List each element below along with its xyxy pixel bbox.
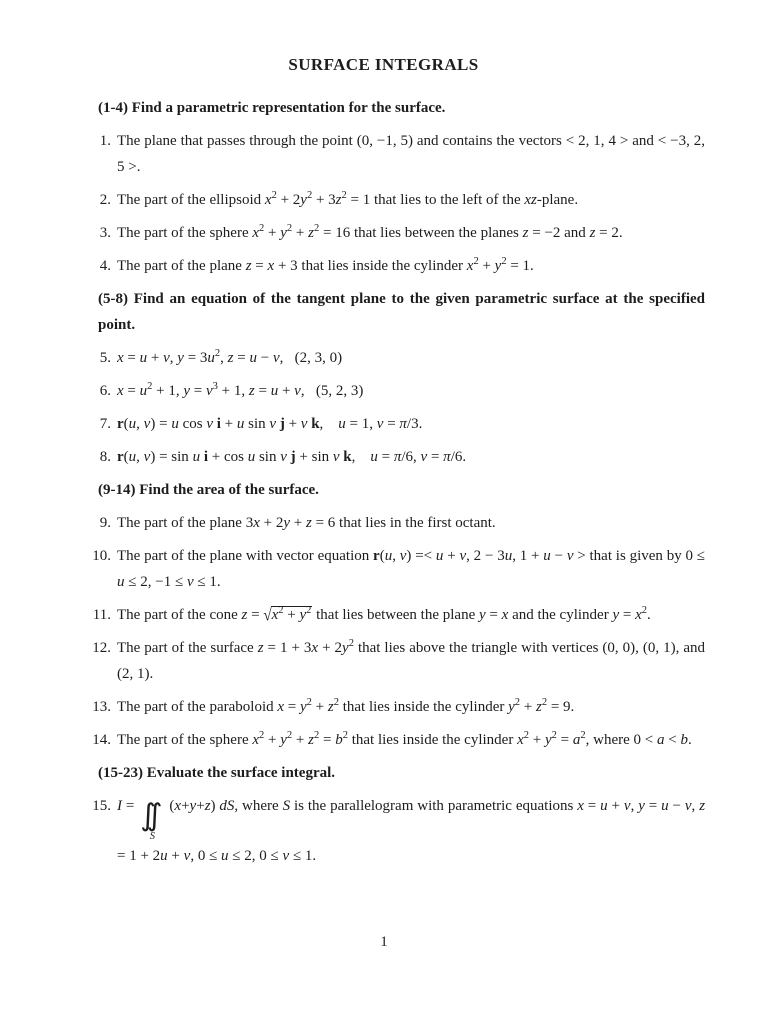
section-15-23-evaluate-integral	[62, 760, 705, 869]
problem-text: The plane that passes through the point (0, −1, 5) and contains the vectors < 2, 1, 4 > and < −3, 2, 5 >.	[117, 133, 705, 175]
problem-item-12	[62, 635, 705, 687]
problem-number: 11.	[92, 607, 111, 623]
problem-text: The part of the surface $z = 1 + 3x + 2y^2$ that lies above the triangle with vertices (0, 0), (0, 1), and (2, 1).	[117, 638, 706, 682]
problem-item-8	[62, 444, 705, 470]
problem-number: 5.	[99, 350, 111, 366]
section-1-4-parametric-representation	[62, 95, 705, 279]
problem-number: 9.	[99, 515, 111, 531]
problem-text: The part of the sphere $x^2 + y^2 + z^2 = b^2$ that lies inside the cylinder $x^2 + y^2 = a^2$, where 0 < a < b.	[117, 730, 692, 748]
section-5-8-tangent-plane	[62, 286, 705, 470]
problem-item-6	[62, 378, 705, 404]
problem-item-7	[62, 411, 705, 437]
section-heading-1-4: (1-4) Find a parametric representation for the surface.	[98, 100, 446, 116]
page-title: SURFACE INTEGRALS	[288, 55, 479, 74]
problem-number: 7.	[99, 416, 111, 432]
problem-text: The part of the sphere $x^2 + y^2 + z^2 = 16$ that lies between the planes z = −2 and z = 2.	[117, 223, 623, 241]
problem-text: $x = u^2 + 1$, $y = v^3 + 1$, z = u + v, (5, 2, 3)	[117, 381, 364, 399]
problem-text: I = ∫∫ S (x+y+z) dS, where S is the parallelogram with parametric equations x = u + v, y = u − v, z = 1 + 2u + v, 0 ≤ u ≤ 2, 0 ≤ v ≤ 1.	[117, 798, 706, 864]
problem-item-4	[62, 253, 705, 279]
problem-number: 2.	[99, 192, 111, 208]
problem-item-2	[62, 187, 705, 213]
problem-text: r(u, v) = u cos v i + u sin v j + v k, u = 1, v = π/3.	[117, 416, 423, 432]
problem-number: 12.	[92, 640, 111, 656]
problem-item-5	[62, 345, 705, 371]
section-9-14-area-of-surface	[62, 477, 705, 753]
problem-item-3	[62, 220, 705, 246]
problem-item-10	[62, 543, 705, 595]
problem-item-15	[62, 793, 705, 869]
problem-text: The part of the plane with vector equation r(u, v) =< u + v, 2 − 3u, 1 + u − v > that is given by 0 ≤ u ≤ 2, −1 ≤ v ≤ 1.	[117, 548, 705, 590]
section-heading-5-8: (5-8) Find an equation of the tangent plane to the given parametric surface at the specified point.	[98, 291, 705, 333]
section-heading-9-14: (9-14) Find the area of the surface.	[98, 482, 319, 498]
problem-number: 15.	[92, 798, 111, 814]
problem-number: 3.	[99, 225, 111, 241]
problem-number: 4.	[99, 258, 111, 274]
problem-number: 1.	[99, 133, 111, 149]
section-heading-15-23: (15-23) Evaluate the surface integral.	[98, 765, 336, 781]
problem-number: 13.	[92, 699, 111, 715]
problem-item-1	[62, 128, 705, 180]
problem-text: The part of the paraboloid $x = y^2 + z^2$ that lies inside the cylinder $y^2 + z^2 = 9$.	[117, 697, 575, 715]
problem-item-14	[62, 727, 705, 753]
problem-item-9	[62, 510, 705, 536]
problem-number: 6.	[99, 383, 111, 399]
problem-item-13	[62, 694, 705, 720]
problem-text: x = u + v, $y = 3u^2$, z = u − v, (2, 3, 0)	[117, 348, 343, 366]
problem-text: r(u, v) = sin u i + cos u sin v j + sin v k, u = π/6, v = π/6.	[117, 449, 467, 465]
problem-text: The part of the plane z = x + 3 that lies inside the cylinder $x^2 + y^2 = 1$.	[117, 256, 534, 274]
problem-text: The part of the plane 3x + 2y + z = 6 that lies in the first octant.	[117, 515, 496, 531]
problem-text: The part of the cone $z = √x^2 + y^2$ that lies between the plane y = x and the cylinder $y = x^2$.	[117, 605, 651, 625]
problem-number: 8.	[99, 449, 111, 465]
problem-number: 10.	[92, 548, 111, 564]
page-number: 1	[380, 934, 388, 950]
problem-item-11	[62, 602, 705, 628]
problem-number: 14.	[92, 732, 111, 748]
problem-text: The part of the ellipsoid $x^2 + 2y^2 + 3z^2 = 1$ that lies to the left of the xz-plane.	[117, 190, 579, 208]
